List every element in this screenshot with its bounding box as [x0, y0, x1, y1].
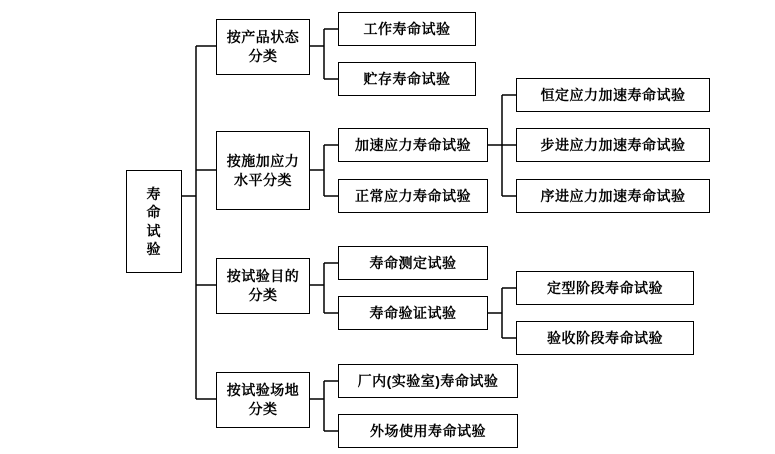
category-node-stress-level: [216, 131, 310, 210]
node-label: 定型阶段寿命试验: [547, 279, 663, 296]
root-label-char-0: 寿: [146, 186, 162, 203]
node-label: 寿命验证试验: [369, 304, 457, 321]
node-accelerated-stress-life-test: [338, 128, 488, 162]
node-constant-stress-accelerated-life-test: [516, 78, 710, 112]
node-progressive-stress-accelerated-life-test: [516, 179, 710, 213]
node-label: 贮存寿命试验: [363, 70, 451, 87]
node-indoor-lab-life-test: [338, 364, 518, 398]
node-finalization-stage-life-test: [516, 271, 694, 305]
root-label-char-1: 命: [146, 204, 162, 221]
root-node: [126, 170, 182, 273]
category-node-test-purpose: [216, 258, 310, 314]
node-label: 正常应力寿命试验: [355, 187, 471, 204]
node-field-use-life-test: [338, 414, 518, 448]
node-storage-life-test: [338, 62, 476, 96]
node-label: 外场使用寿命试验: [370, 422, 486, 439]
node-step-stress-accelerated-life-test: [516, 128, 710, 162]
node-life-measurement-test: [338, 246, 488, 280]
node-life-verification-test: [338, 296, 488, 330]
node-label: 工作寿命试验: [363, 20, 451, 37]
root-label-char-2: 试: [146, 222, 162, 239]
node-label: 恒定应力加速寿命试验: [540, 86, 686, 103]
root-label-char-3: 验: [146, 240, 162, 257]
node-working-life-test: [338, 12, 476, 46]
category-label: 按施加应力水平分类: [226, 152, 300, 188]
node-label: 寿命测定试验: [369, 254, 457, 271]
node-label: 验收阶段寿命试验: [547, 329, 663, 346]
node-label: 步进应力加速寿命试验: [540, 136, 686, 153]
node-acceptance-stage-life-test: [516, 321, 694, 355]
category-label: 按试验目的分类: [226, 268, 300, 303]
node-normal-stress-life-test: [338, 179, 488, 213]
node-label: 序进应力加速寿命试验: [540, 187, 686, 204]
node-label: 加速应力寿命试验: [355, 136, 471, 153]
category-node-test-site: [216, 372, 310, 428]
node-label: 厂内(实验室)寿命试验: [357, 372, 499, 389]
category-node-product-state: [216, 19, 310, 75]
category-label: 按产品状态分类: [226, 29, 300, 64]
category-label: 按试验场地分类: [226, 382, 300, 417]
